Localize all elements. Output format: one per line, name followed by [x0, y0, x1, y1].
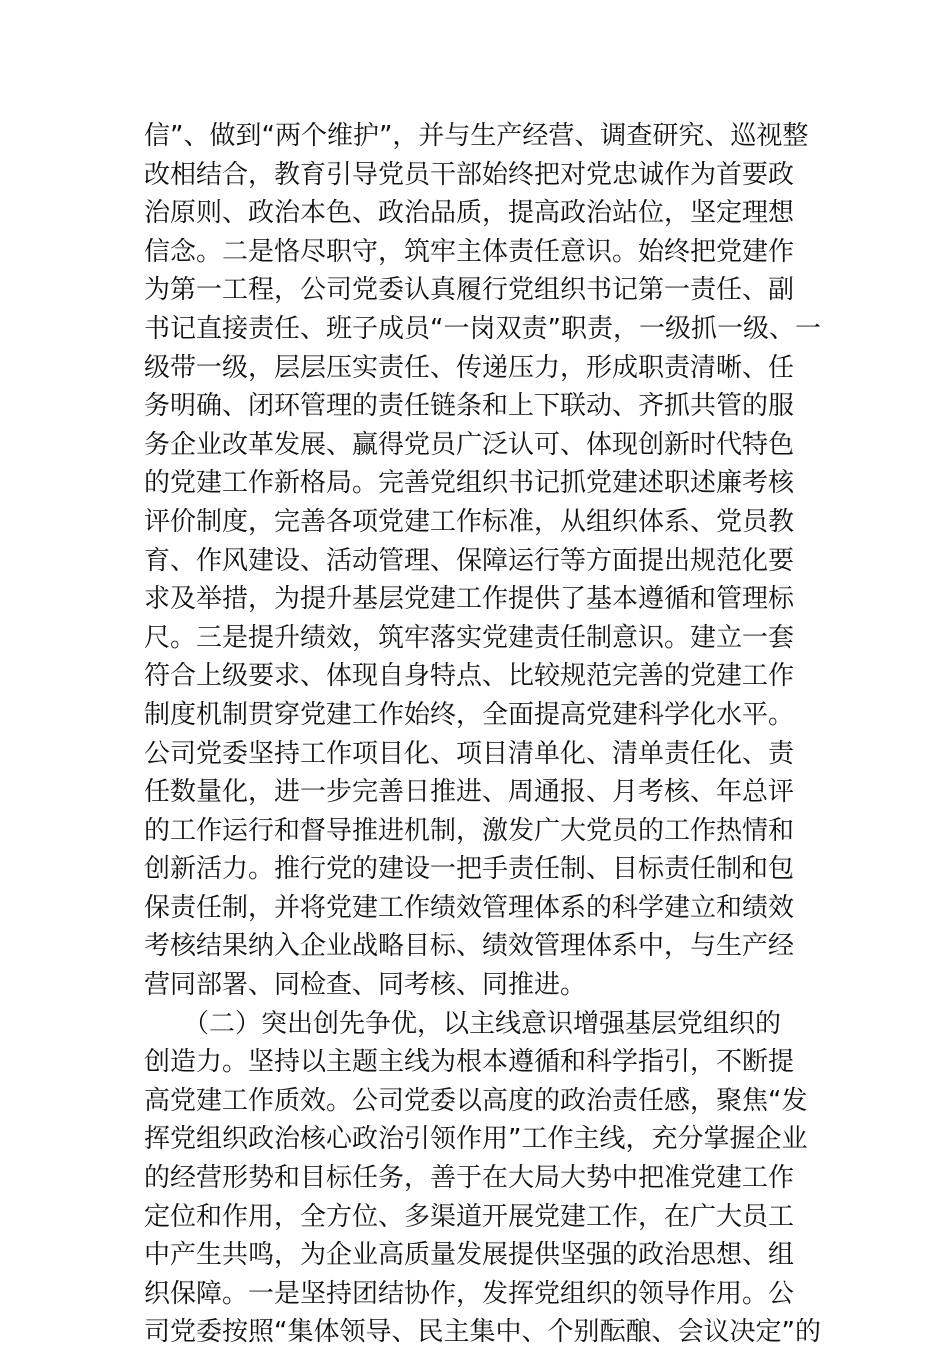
text-line: 保责任制，并将党建工作绩效管理体系的科学建立和绩效 [144, 892, 795, 923]
text-line: 中产生共鸣，为企业高质量发展提供坚强的政治思想、组 [144, 1240, 795, 1271]
text-line: 符合上级要求、体现自身特点、比较规范完善的党建工作 [144, 661, 795, 692]
text-line: 书记直接责任、班子成员“一岗双责”职责，一级抓一级、一 [144, 313, 821, 344]
text-line: 级带一级，层层压实责任、传递压力，形成职责清晰、任 [144, 352, 795, 383]
text-line: 公司党委坚持工作项目化、项目清单化、清单责任化、责 [144, 738, 795, 769]
text-line: 创新活力。推行党的建设一把手责任制、目标责任制和包 [144, 854, 795, 885]
text-line: 评价制度，完善各项党建工作标准，从组织体系、党员教 [144, 506, 795, 537]
text-line: 营同部署、同检查、同考核、同推进。 [144, 970, 587, 1001]
text-line: 创造力。坚持以主题主线为根本遵循和科学指引，不断提 [144, 1047, 795, 1078]
text-line: 的经营形势和目标任务，善于在大局大势中把准党建工作 [144, 1163, 795, 1194]
text-line: 尺。三是提升绩效，筑牢落实党建责任制意识。建立一套 [144, 622, 795, 653]
text-line: 务企业改革发展、赢得党员广泛认可、体现创新时代特色 [144, 429, 795, 460]
text-line: 改相结合，教育引导党员干部始终把对党忠诚作为首要政 [144, 159, 795, 190]
text-line: 挥党组织政治核心政治引领作用”工作主线，充分掌握企业 [144, 1124, 808, 1155]
text-line: 育、作风建设、活动管理、保障运行等方面提出规范化要 [144, 545, 795, 576]
text-line: 定位和作用，全方位、多渠道开展党建工作，在广大员工 [144, 1201, 795, 1232]
text-line: 务明确、闭环管理的责任链条和上下联动、齐抓共管的服 [144, 391, 795, 422]
text-line: 任数量化，进一步完善日推进、周通报、月考核、年总评 [144, 777, 795, 808]
text-line: 求及举措，为提升基层党建工作提供了基本遵循和管理标 [144, 584, 795, 615]
text-line: 为第一工程，公司党委认真履行党组织书记第一责任、副 [144, 275, 795, 306]
text-line: 的党建工作新格局。完善党组织书记抓党建述职述廉考核 [144, 468, 795, 499]
text-line: 信念。二是恪尽职守，筑牢主体责任意识。始终把党建作 [144, 236, 795, 267]
body-text [144, 117, 824, 1352]
text-line: 司党委按照“集体领导、民主集中、个别酝酿、会议决定”的 [144, 1317, 821, 1348]
text-line: 织保障。一是坚持团结协作，发挥党组织的领导作用。公 [144, 1278, 795, 1309]
text-line: 治原则、政治本色、政治品质，提高政治站位，坚定理想 [144, 198, 795, 229]
text-line: 的工作运行和督导推进机制，激发广大党员的工作热情和 [144, 815, 795, 846]
text-line: 考核结果纳入企业战略目标、绩效管理体系中，与生产经 [144, 931, 795, 962]
text-line: 制度机制贯穿党建工作始终，全面提高党建科学化水平。 [144, 699, 795, 730]
section-heading-line: （二）突出创先争优，以主线意识增强基层党组织的 [144, 1008, 782, 1039]
text-line: 信”、做到“两个维护”，并与生产经营、调查研究、巡视整 [144, 121, 809, 151]
text-line: 高党建工作质效。公司党委以高度的政治责任感，聚焦“发 [144, 1085, 808, 1116]
